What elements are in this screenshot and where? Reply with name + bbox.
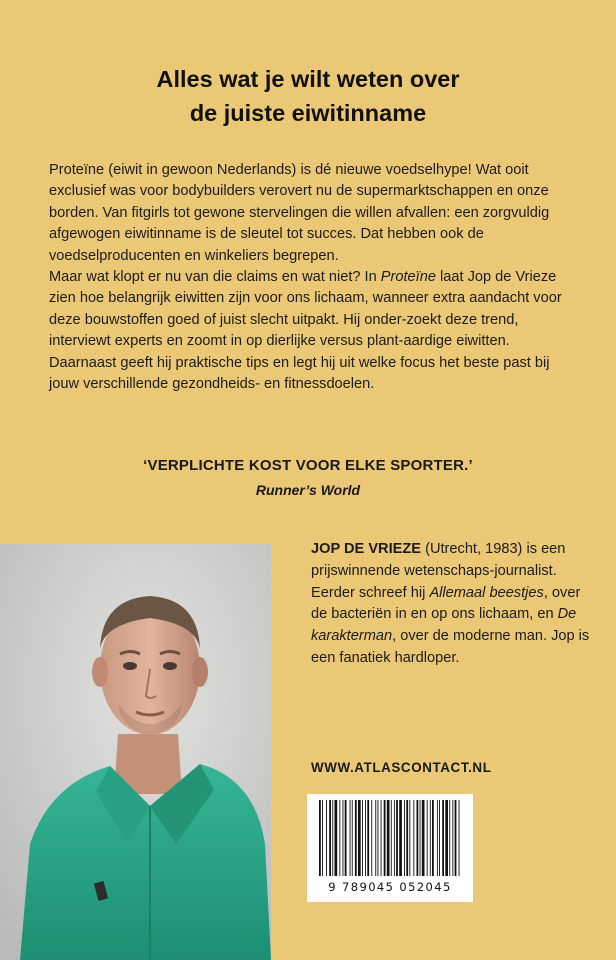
- barcode-bar: [409, 800, 410, 876]
- blurb-book-title: Proteïne: [380, 269, 436, 286]
- barcode-bar: [329, 800, 331, 876]
- author-name: JOP DE VRIEZE: [311, 541, 422, 557]
- publisher-website: WWW.ATLASCONTACT.NL: [311, 760, 492, 775]
- barcode-bar: [332, 800, 333, 876]
- barcode-bar: [430, 800, 431, 876]
- barcode-bar: [396, 800, 398, 876]
- barcode-bar: [365, 800, 366, 876]
- cover-headline: [0, 62, 616, 130]
- barcode-bar: [387, 800, 390, 876]
- barcode-bar: [452, 800, 453, 876]
- barcode-bar: [417, 800, 419, 876]
- barcode-bar: [339, 800, 340, 876]
- author-bio: [311, 539, 591, 670]
- bio-text-2: , over de bacteriën in en op ons lichaam, en: [311, 584, 581, 623]
- barcode-bar: [455, 800, 457, 876]
- quote-text: ‘VERPLICHTE KOST VOOR ELKE SPORTER.’: [143, 457, 473, 474]
- barcode-bar: [319, 800, 321, 876]
- barcode-bar: [381, 800, 382, 876]
- bio-text-3: , over de moderne man. Jop is een fanatiek hardloper.: [311, 628, 590, 666]
- barcode-bar: [449, 800, 450, 876]
- bio-book-2: De karakterman: [311, 606, 577, 645]
- book-blurb: [49, 160, 581, 395]
- bio-text-1: (Utrecht, 1983) is een prijswinnende wetenschaps-journalist. Eerder schreef hij: [311, 541, 566, 601]
- barcode-bar: [442, 800, 444, 876]
- barcode: [307, 794, 473, 902]
- barcode-bar: [439, 800, 440, 876]
- barcode-bar: [367, 800, 369, 876]
- barcode-bar: [399, 800, 402, 876]
- barcode-bar: [371, 800, 372, 876]
- barcode-bar: [375, 800, 376, 876]
- bio-book-1: Allemaal beestjes: [429, 584, 544, 601]
- barcode-bar: [384, 800, 386, 876]
- barcode-bar: [355, 800, 357, 876]
- barcode-bar: [427, 800, 428, 876]
- barcode-bar: [413, 800, 414, 876]
- barcode-bar: [326, 800, 327, 876]
- barcode-bar: [322, 800, 323, 876]
- author-photo: [0, 544, 271, 960]
- barcode-bar: [404, 800, 405, 876]
- barcode-bar: [345, 800, 347, 876]
- barcode-bar: [352, 800, 353, 876]
- press-quote: [0, 455, 616, 501]
- barcode-bar: [406, 800, 408, 876]
- blurb-paragraph-2: [49, 267, 581, 395]
- barcode-bar: [378, 800, 379, 876]
- barcode-bar: [391, 800, 392, 876]
- blurb-paragraph-1: Proteïne (eiwit in gewoon Nederlands) is dé nieuwe voedselhype! Wat ooit exclusief was voor bodybuilders verovert nu de supermarktschappen en onze borden. Van fitgirls tot gewone stervelingen die willen afvallen: een zorgvuldig afgewogen eiwitinname is de sleutel tot succes. Dat hebben ook de voedselproducenten en winkeliers begrepen.: [49, 162, 550, 264]
- quote-source: Runner’s World: [255, 482, 361, 498]
- barcode-bar: [437, 800, 438, 876]
- barcode-bar: [459, 800, 460, 876]
- headline-line-2: de juiste eiwitinname: [189, 100, 427, 126]
- blurb-p2-start: Maar wat klopt er nu van die claims en wat niet? In: [49, 269, 381, 286]
- barcode-bar: [358, 800, 361, 876]
- blurb-p2-rest: laat Jop de Vrieze zien hoe belangrijk eiwitten zijn voor ons lichaam, wanneer extra aandacht voor deze bouwstoffen goed of juist slecht uitpakt. Hij onder-zoekt deze trend, interviewt experts en zoomt in op dierlijke versus plant-aardige eiwitten. Daarnaast geeft hij praktische tips en legt hij uit welke focus het beste past bij jouw verschillende gezondheids- en fitnessdoelen.: [49, 269, 562, 393]
- barcode-bar: [362, 800, 363, 876]
- barcode-bar: [432, 800, 434, 876]
- barcode-bar: [420, 800, 421, 876]
- barcode-bar: [335, 800, 338, 876]
- barcode-bar: [350, 800, 351, 876]
- barcode-bar: [422, 800, 425, 876]
- isbn-number: 9 789045 052045: [328, 880, 452, 894]
- barcode-bar: [394, 800, 395, 876]
- barcode-bar: [445, 800, 448, 876]
- barcode-bar: [343, 800, 344, 876]
- barcode-bars: [307, 794, 473, 884]
- headline-line-1: Alles wat je wilt weten over: [156, 66, 460, 92]
